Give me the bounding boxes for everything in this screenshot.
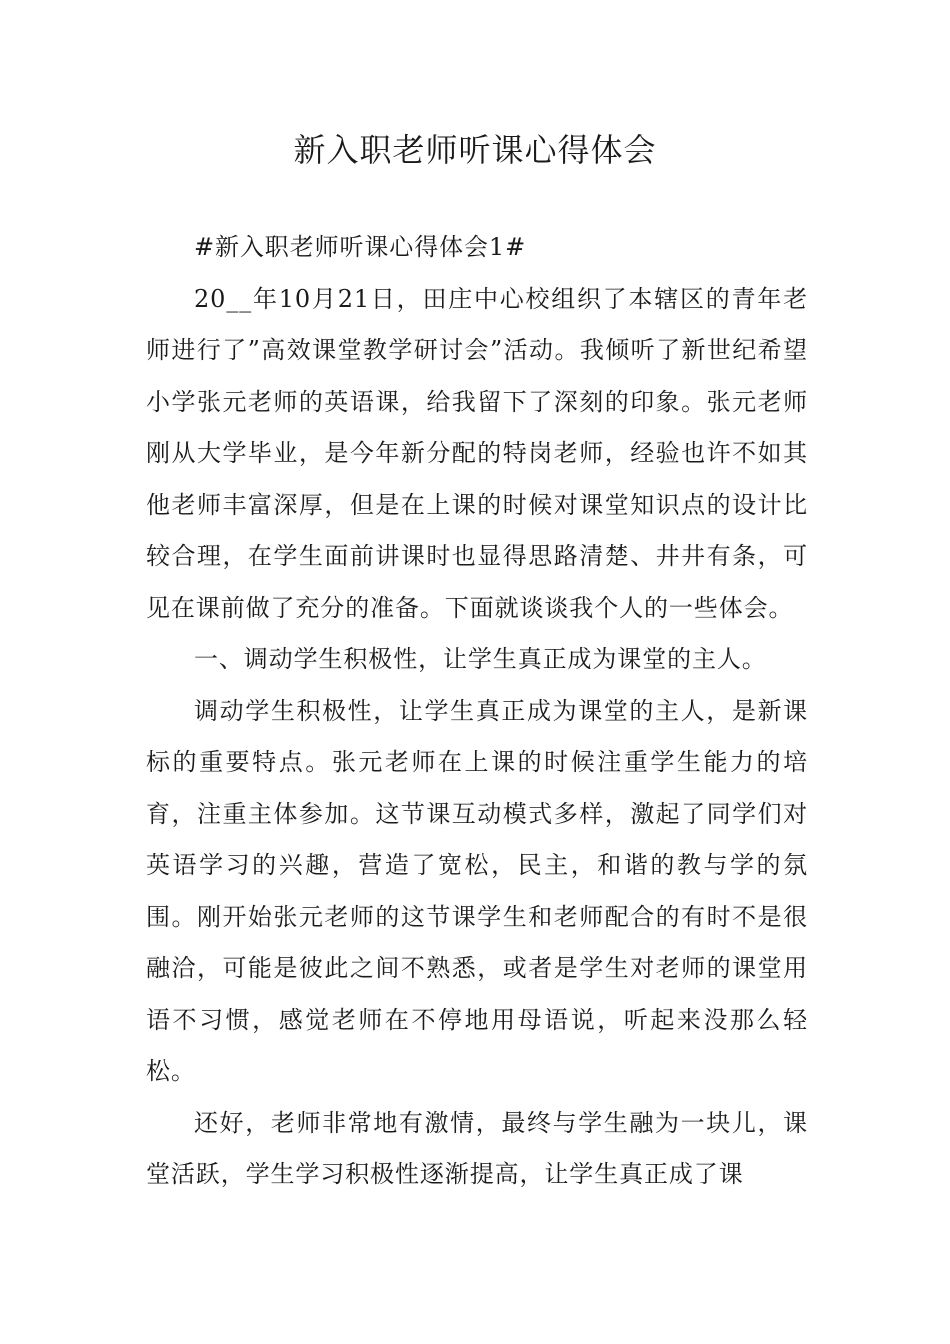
- document-body: [146, 222, 808, 1201]
- paragraph-continued: 还好，老师非常地有激情，最终与学生融为一块儿，课堂活跃，学生学习积极性逐渐提高，让学生真正成了课: [146, 1108, 808, 1188]
- paragraph-intro: 20__年10月21日，田庄中心校组织了本辖区的青年老师进行了”高效课堂教学研讨会”活动。我倾听了新世纪希望小学张元老师的英语课，给我留下了深刻的印象。张元老师刚从大学毕业，是今年新分配的特岗老师，经验也许不如其他老师丰富深厚，但是在上课的时候对课堂知识点的设计比较合理，在学生面前讲课时也显得思路清楚、井井有条，可见在课前做了充分的准备。下面就谈谈我个人的一些体会。: [146, 284, 808, 622]
- document-title: 新入职老师听课心得体会: [293, 131, 657, 169]
- paragraph-body: 调动学生积极性，让学生真正成为课堂的主人，是新课标的重要特点。张元老师在上课的时候注重学生能力的培育，注重主体参加。这节课互动模式多样，激起了同学们对英语学习的兴趣，营造了宽松，民主，和谐的教与学的氛围。刚开始张元老师的这节课学生和老师配合的有时不是很融洽，可能是彼此之间不熟悉，或者是学生对老师的课堂用语不习惯，感觉老师在不停地用母语说，听起来没那么轻松。: [146, 696, 808, 1085]
- subheading-one: 一、调动学生积极性，让学生真正成为课堂的主人。: [194, 645, 767, 673]
- section-heading: #新入职老师听课心得体会1#: [194, 233, 527, 261]
